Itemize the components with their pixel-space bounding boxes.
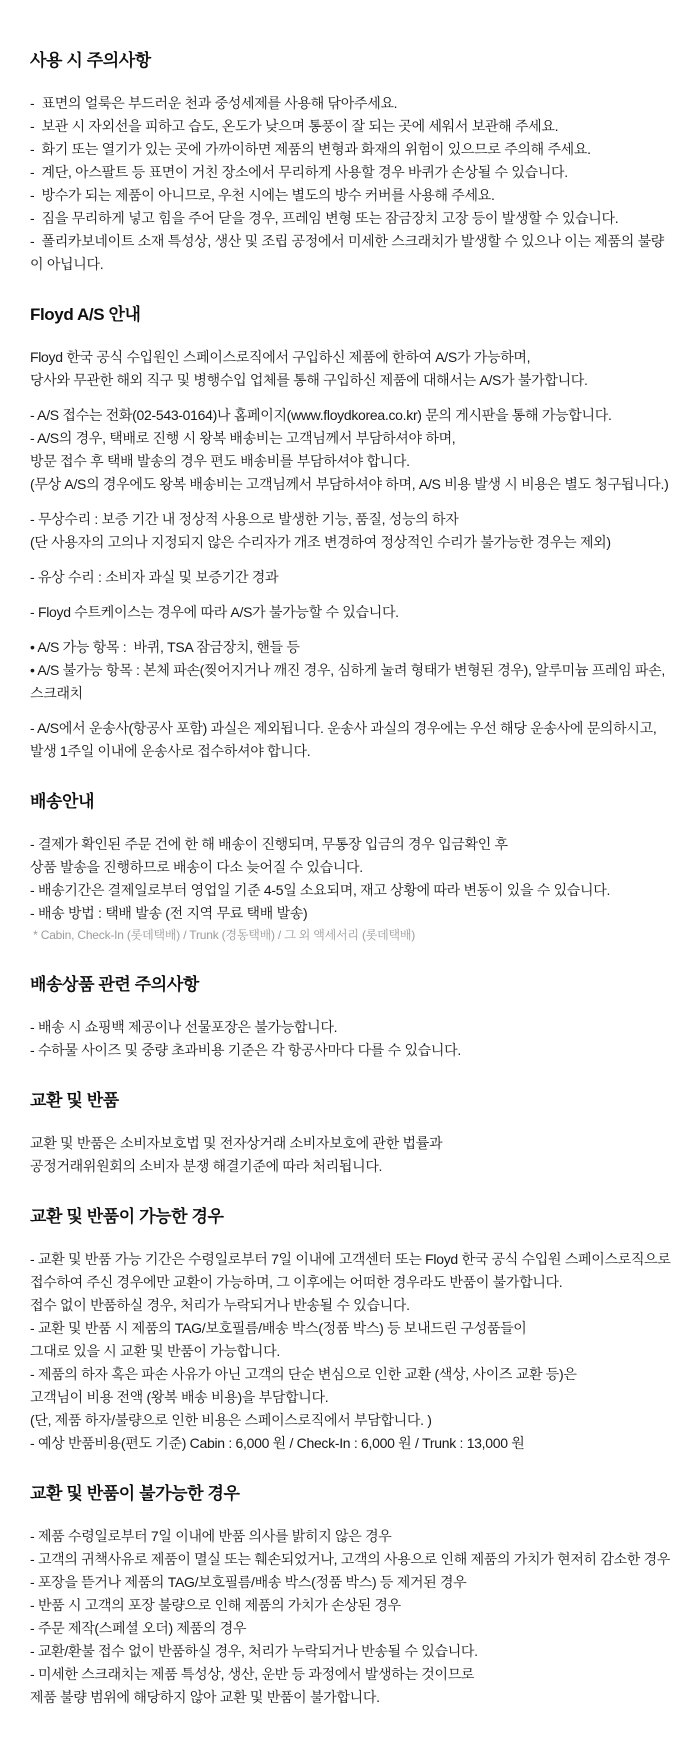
text-line: - 무상수리 : 보증 기간 내 정상적 사용으로 발생한 기능, 품질, 성능의 하자 <box>30 511 459 527</box>
text-line: - 수하물 사이즈 및 중량 초과비용 기준은 각 항공사마다 다를 수 있습니다. <box>30 1042 461 1058</box>
text-line: • A/S 가능 항목 : 바퀴, TSA 잠금장치, 핸들 등 <box>30 639 300 655</box>
text-line: 발생 1주일 이내에 운송사로 접수하셔야 합니다. <box>30 743 311 759</box>
text-line: - A/S 접수는 전화(02-543-0164)나 홈페이지(www.floydkorea.co.kr) 문의 게시판을 통해 가능합니다. <box>30 407 612 423</box>
section-heading: Floyd A/S 안내 <box>30 305 141 324</box>
text-line: 그대로 있을 시 교환 및 반품이 가능합니다. <box>30 1343 280 1359</box>
section-exchange-return <box>30 1090 672 1178</box>
text-line: - 미세한 스크래치는 제품 특성상, 생산, 운반 등 과정에서 발생하는 것이므로 <box>30 1666 475 1682</box>
section-usage-precautions <box>30 50 672 276</box>
text-line: - 포장을 뜯거나 제품의 TAG/보호필름/배송 박스(정품 박스) 등 제거된 경우 <box>30 1574 467 1590</box>
text-line: (단, 제품 하자/불량으로 인한 비용은 스페이스로직에서 부담합니다. ) <box>30 1412 432 1428</box>
section-exchange-return-possible <box>30 1206 672 1455</box>
text-line: • A/S 불가능 항목 : 본체 파손(찢어지거나 깨진 경우, 심하게 눌려 형태가 변형된 경우), 알루미늄 프레임 파손, 스크래치 <box>30 662 669 701</box>
section-heading: 배송안내 <box>30 792 95 811</box>
text-line: - 표면의 얼룩은 부드러운 천과 중성세제를 사용해 닦아주세요. <box>30 95 398 111</box>
text-line: (무상 A/S의 경우에도 왕복 배송비는 고객님께서 부담하셔야 하며, A/S 비용 발생 시 비용은 별도 청구됩니다.) <box>30 476 669 492</box>
text-line: - 제품 수령일로부터 7일 이내에 반품 의사를 밝히지 않은 경우 <box>30 1528 392 1544</box>
text-line: - 반품 시 고객의 포장 불량으로 인해 제품의 가치가 손상된 경우 <box>30 1597 401 1613</box>
section-heading: 사용 시 주의사항 <box>30 51 151 70</box>
text-line: 제품 불량 범위에 해당하지 않아 교환 및 반품이 불가합니다. <box>30 1689 380 1705</box>
text-line: - 고객의 귀책사유로 제품이 멸실 또는 훼손되었거나, 고객의 사용으로 인해 제품의 가치가 현저히 감소한 경우 <box>30 1551 671 1567</box>
section-shipping-item-precautions <box>30 974 672 1062</box>
section-heading: 교환 및 반품이 가능한 경우 <box>30 1207 224 1226</box>
text-line: 상품 발송을 진행하므로 배송이 다소 늦어질 수 있습니다. <box>30 859 363 875</box>
text-line: - 교환 및 반품 시 제품의 TAG/보호필름/배송 박스(정품 박스) 등 보내드린 구성품들이 <box>30 1320 527 1336</box>
text-line: - 예상 반품비용(편도 기준) Cabin : 6,000 원 / Check-In : 6,000 원 / Trunk : 13,000 원 <box>30 1435 525 1451</box>
section-exchange-return-impossible <box>30 1483 672 1709</box>
text-line: 당사와 무관한 해외 직구 및 병행수입 업체를 통해 구입하신 제품에 대해서는 A/S가 불가합니다. <box>30 372 588 388</box>
text-line: - 보관 시 자외선을 피하고 습도, 온도가 낮으며 통풍이 잘 되는 곳에 세워서 보관해 주세요. <box>30 118 559 134</box>
text-line: - 배송 시 쇼핑백 제공이나 선물포장은 불가능합니다. <box>30 1019 338 1035</box>
text-line: - 배송 방법 : 택배 발송 (전 지역 무료 택배 발송) <box>30 905 308 921</box>
text-line: 교환 및 반품은 소비자보호법 및 전자상거래 소비자보호에 관한 법률과 <box>30 1135 443 1151</box>
section-heading: 배송상품 관련 주의사항 <box>30 975 199 994</box>
text-line: Floyd 한국 공식 수입원인 스페이스로직에서 구입하신 제품에 한하여 A/S가 가능하며, <box>30 349 531 365</box>
paragraph-gap <box>30 624 672 636</box>
text-line: - 방수가 되는 제품이 아니므로, 우천 시에는 별도의 방수 커버를 사용해 주세요. <box>30 187 495 203</box>
text-line: - 교환/환불 접수 없이 반품하실 경우, 처리가 누락되거나 반송될 수 있습니다. <box>30 1643 478 1659</box>
paragraph-gap <box>30 705 672 717</box>
text-line: 접수 없이 반품하실 경우, 처리가 누락되거나 반송될 수 있습니다. <box>30 1297 410 1313</box>
text-line: - 계단, 아스팔트 등 표면이 거친 장소에서 무리하게 사용할 경우 바퀴가 손상될 수 있습니다. <box>30 164 568 180</box>
text-line: - 결제가 확인된 주문 건에 한 해 배송이 진행되며, 무통장 입금의 경우 입금확인 후 <box>30 836 508 852</box>
paragraph-gap <box>30 589 672 601</box>
text-line: 공정거래위원회의 소비자 분쟁 해결기준에 따라 처리됩니다. <box>30 1158 383 1174</box>
text-line: 고객님이 비용 전액 (왕복 배송 비용)을 부담합니다. <box>30 1389 329 1405</box>
text-line: 방문 접수 후 택배 발송의 경우 편도 배송비를 부담하셔야 합니다. <box>30 453 410 469</box>
paragraph-gap <box>30 554 672 566</box>
section-shipping-guide <box>30 791 672 946</box>
text-line: - 배송기간은 결제일로부터 영업일 기준 4-5일 소요되며, 재고 상황에 따라 변동이 있을 수 있습니다. <box>30 882 611 898</box>
section-heading: 교환 및 반품이 불가능한 경우 <box>30 1484 240 1503</box>
text-line: - 화기 또는 열기가 있는 곳에 가까이하면 제품의 변형과 화재의 위험이 있으므로 주의해 주세요. <box>30 141 591 157</box>
text-line: - 폴리카보네이트 소재 특성상, 생산 및 조립 공정에서 미세한 스크래치가 발생할 수 있으나 이는 제품의 불량이 아닙니다. <box>30 233 665 272</box>
paragraph-gap <box>30 496 672 508</box>
text-line: - 주문 제작(스페셜 오더) 제품의 경우 <box>30 1620 247 1636</box>
paragraph-gap <box>30 392 672 404</box>
text-line: - A/S에서 운송사(항공사 포함) 과실은 제외됩니다. 운송사 과실의 경우에는 우선 해당 운송사에 문의하시고, <box>30 720 657 736</box>
text-line: - Floyd 수트케이스는 경우에 따라 A/S가 불가능할 수 있습니다. <box>30 604 399 620</box>
section-as-guide <box>30 304 672 763</box>
text-line: - 교환 및 반품 가능 기간은 수령일로부터 7일 이내에 고객센터 또는 Floyd 한국 공식 수입원 스페이스로직으로 <box>30 1251 671 1267</box>
text-line: - 짐을 무리하게 넣고 힘을 주어 닫을 경우, 프레임 변형 또는 잠금장치 고장 등이 발생할 수 있습니다. <box>30 210 619 226</box>
text-line: - 제품의 하자 혹은 파손 사유가 아닌 고객의 단순 변심으로 인한 교환 (색상, 사이즈 교환 등)은 <box>30 1366 577 1382</box>
text-line: - 유상 수리 : 소비자 과실 및 보증기간 경과 <box>30 569 279 585</box>
section-heading: 교환 및 반품 <box>30 1091 119 1110</box>
text-line: (단 사용자의 고의나 지정되지 않은 수리자가 개조 변경하여 정상적인 수리가 불가능한 경우는 제외) <box>30 534 611 550</box>
text-line: 접수하여 주신 경우에만 교환이 가능하며, 그 이후에는 어떠한 경우라도 반품이 불가합니다. <box>30 1274 563 1290</box>
text-line: * Cabin, Check-In (롯데택배) / Trunk (경동택배) / 그 외 액세서리 (롯데택배) <box>30 928 416 942</box>
text-line: - A/S의 경우, 택배로 진행 시 왕복 배송비는 고객님께서 부담하셔야 하며, <box>30 430 456 446</box>
